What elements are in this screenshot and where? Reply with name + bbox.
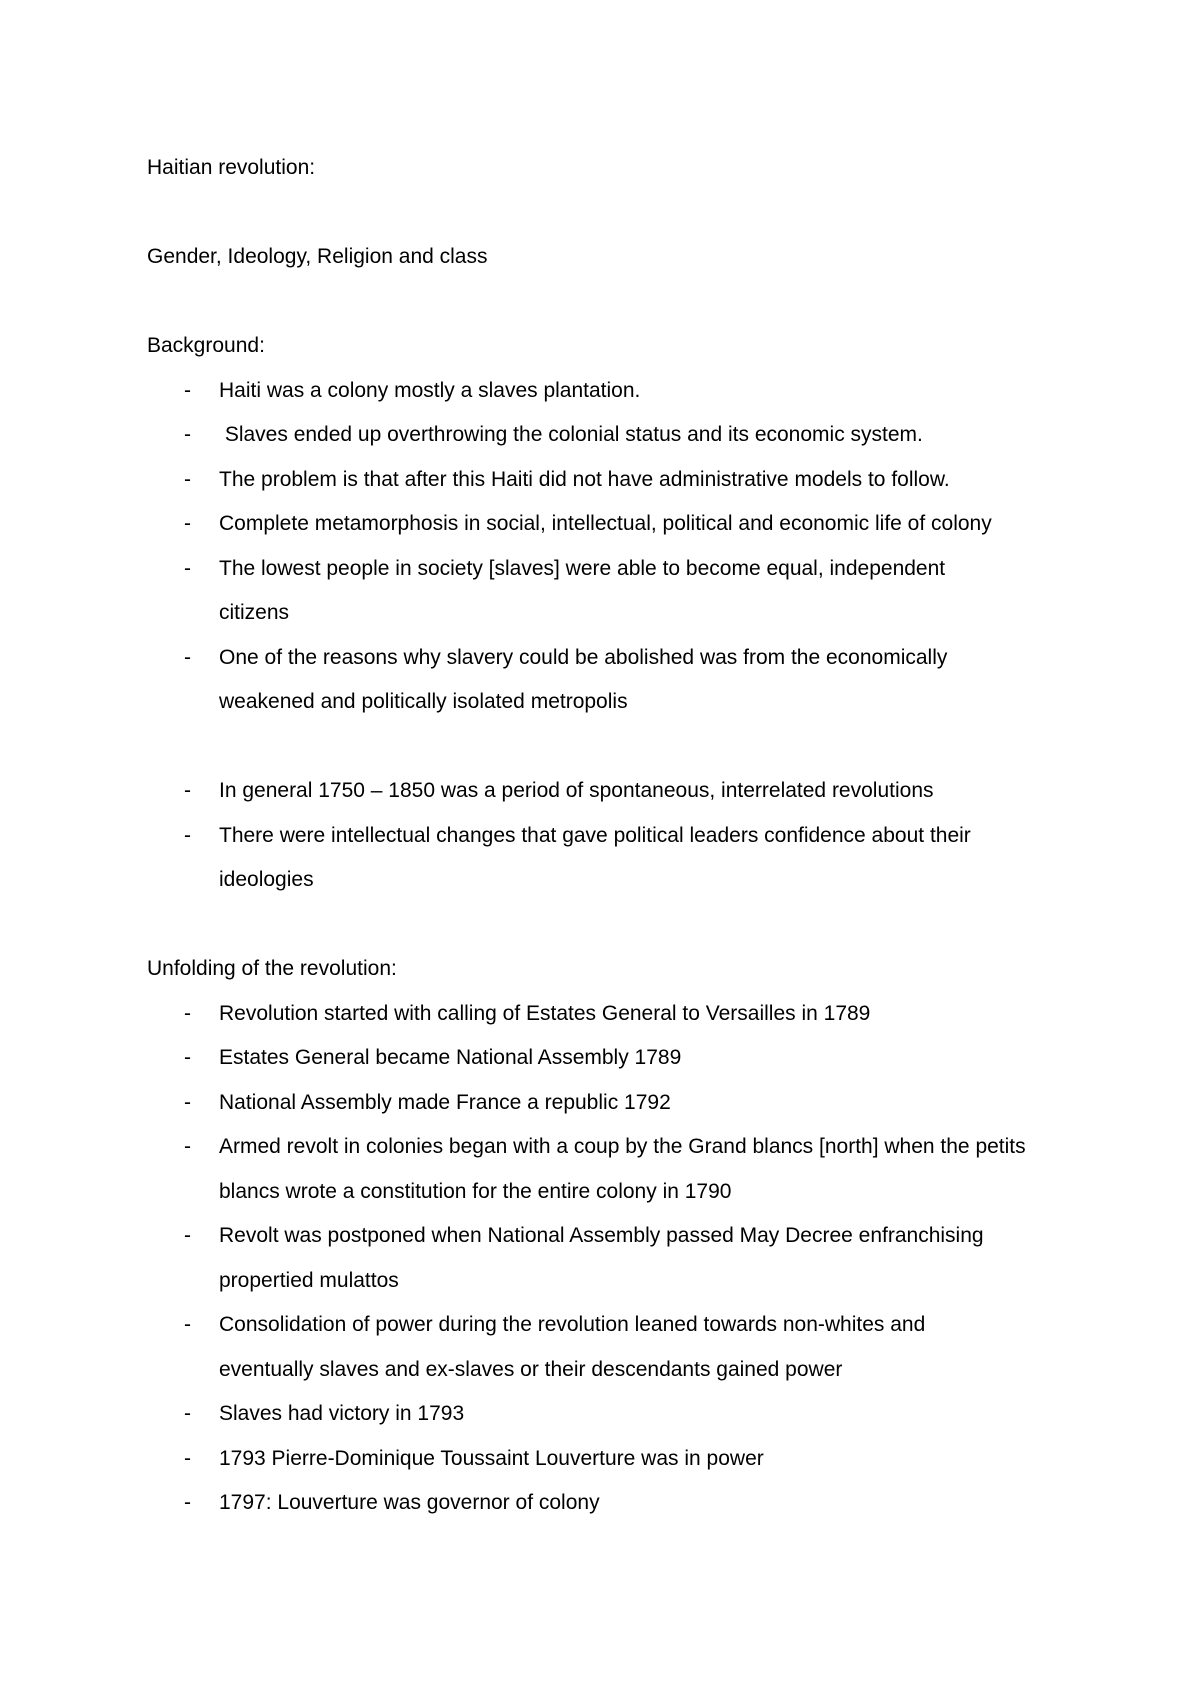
bullet-dash: - xyxy=(184,378,191,402)
list-item xyxy=(147,369,1067,414)
background-list-continued xyxy=(147,769,1067,903)
bullet-dash: - xyxy=(184,1313,191,1336)
list-item xyxy=(147,1437,1067,1482)
list-item xyxy=(147,1481,1067,1526)
bullet-dash: - xyxy=(184,467,191,491)
list-item xyxy=(147,547,1067,636)
bullet-dash: - xyxy=(184,1446,191,1470)
list-item-text: Haiti was a colony mostly a slaves plantation. xyxy=(219,378,641,402)
bullet-dash: - xyxy=(184,779,191,802)
list-item-text: Slaves had victory in 1793 xyxy=(219,1402,465,1425)
list-item xyxy=(147,1392,1067,1437)
background-list xyxy=(147,369,1067,725)
list-item xyxy=(147,636,1067,725)
list-item-text: Estates General became National Assembly 1789 xyxy=(219,1046,682,1069)
list-item xyxy=(147,1081,1067,1126)
document-subtitle: Gender, Ideology, Religion and class xyxy=(147,245,488,268)
bullet-dash: - xyxy=(184,556,191,580)
list-item-text: Armed revolt in colonies began with a coup by the Grand blancs [north] when the petits blancs wrote a constitution for the entire colony in 1790 xyxy=(219,1135,1026,1203)
list-item-text: Complete metamorphosis in social, intellectual, political and economic life of colony xyxy=(219,512,992,535)
list-item xyxy=(147,502,1067,547)
list-item-text: Consolidation of power during the revolution leaned towards non-whites and eventually slaves and ex-slaves or their descendants gained power xyxy=(219,1313,926,1381)
bullet-dash: - xyxy=(184,645,191,669)
bullet-dash: - xyxy=(184,1402,191,1425)
bullet-dash: - xyxy=(184,1090,191,1114)
list-item xyxy=(147,1036,1067,1081)
list-item-text: National Assembly made France a republic 1792 xyxy=(219,1090,671,1114)
blank-line xyxy=(147,280,1067,325)
blank-line xyxy=(147,903,1067,948)
list-item xyxy=(147,1214,1067,1303)
blank-line xyxy=(147,191,1067,236)
bullet-dash: - xyxy=(184,512,191,535)
bullet-dash: - xyxy=(184,1224,191,1247)
list-item xyxy=(147,1303,1067,1392)
bullet-dash: - xyxy=(184,1491,191,1514)
list-item xyxy=(147,769,1067,814)
bullet-dash: - xyxy=(184,1001,191,1025)
section-heading-background: Background: xyxy=(147,334,265,357)
list-item xyxy=(147,458,1067,503)
bullet-dash: - xyxy=(184,823,191,847)
list-item-text: There were intellectual changes that gave political leaders confidence about their ideologies xyxy=(219,823,971,891)
list-item-text: Revolt was postponed when National Assembly passed May Decree enfranchising propertied mulattos xyxy=(219,1224,984,1292)
list-item-text: 1793 Pierre-Dominique Toussaint Louverture was in power xyxy=(219,1446,764,1470)
document-title: Haitian revolution: xyxy=(147,156,316,179)
list-item xyxy=(147,814,1067,903)
bullet-dash: - xyxy=(184,1135,191,1158)
list-item xyxy=(147,992,1067,1037)
list-item-text: The problem is that after this Haiti did not have administrative models to follow. xyxy=(219,467,950,491)
bullet-dash: - xyxy=(184,1046,191,1069)
section-heading-unfolding: Unfolding of the revolution: xyxy=(147,957,397,980)
unfolding-list xyxy=(147,992,1067,1526)
list-item xyxy=(147,1125,1067,1214)
list-item-text: In general 1750 – 1850 was a period of spontaneous, interrelated revolutions xyxy=(219,779,934,802)
list-item-text: 1797: Louverture was governor of colony xyxy=(219,1491,600,1514)
list-item-text: One of the reasons why slavery could be abolished was from the economically weakened and politically isolated metropolis xyxy=(219,645,948,713)
blank-line xyxy=(147,725,1067,770)
bullet-dash: - xyxy=(184,423,191,446)
list-item xyxy=(147,413,1067,458)
list-item-text: The lowest people in society [slaves] were able to become equal, independent citizens xyxy=(219,556,946,624)
list-item-text: Revolution started with calling of Estates General to Versailles in 1789 xyxy=(219,1001,871,1025)
document-body xyxy=(147,146,1067,1526)
list-item-text: Slaves ended up overthrowing the colonial status and its economic system. xyxy=(219,423,923,446)
